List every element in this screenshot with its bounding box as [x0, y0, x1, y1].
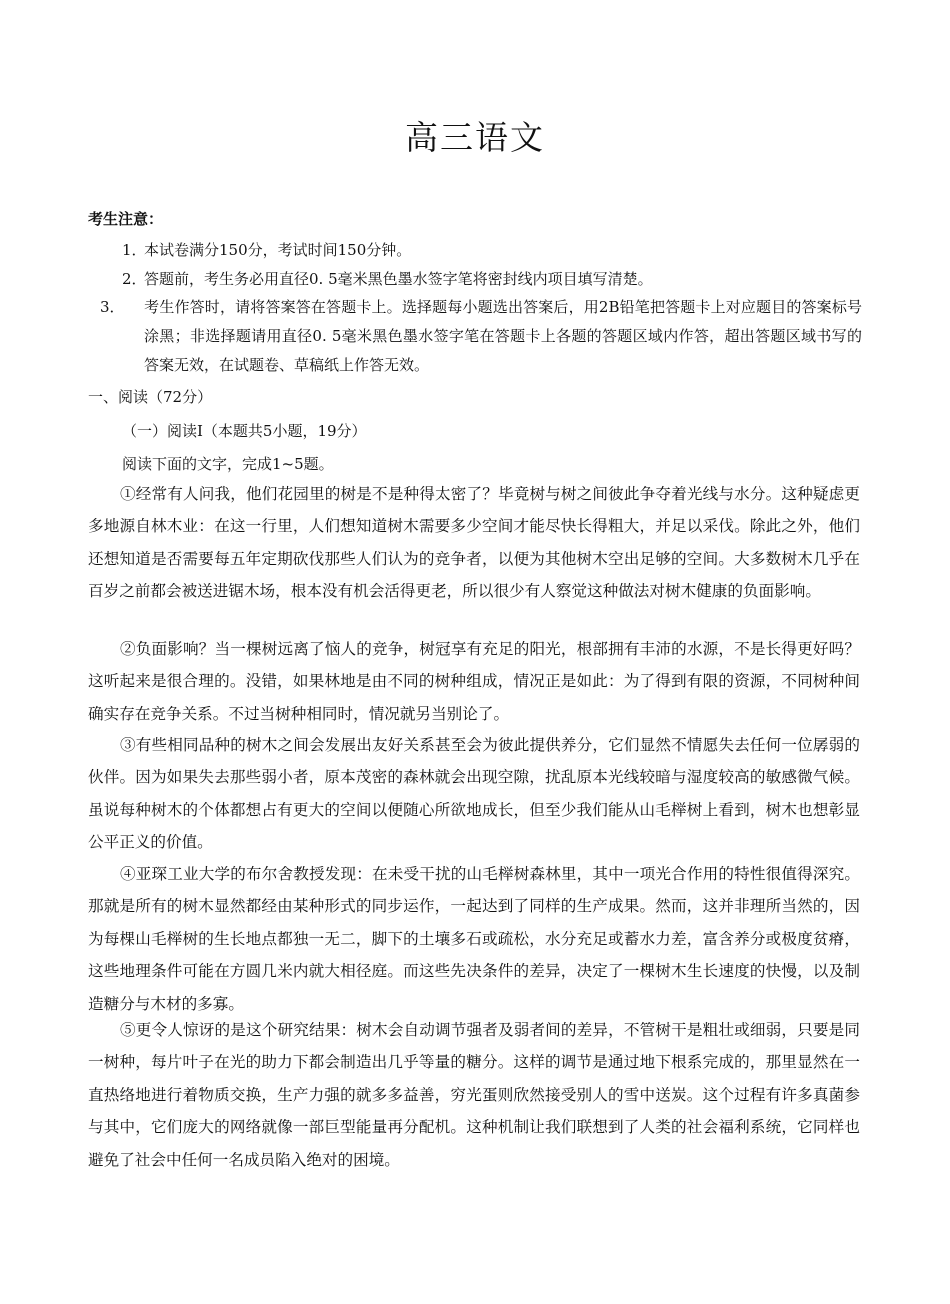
- passage-paragraph-1: ①经常有人问我，他们花园里的树是不是种得太密了？毕竟树与树之间彼此争夺着光线与水分。这种疑虑更多地源自林木业：在这一行里，人们想知道树木需要多少空间才能尽快长得粗大，并足以采伐。除此之外，他们还想知道是否需要每五年定期砍伐那些人们认为的竞争者，以便为其他树木空出足够的空间。大多数树木几乎在百岁之前都会被送进锯木场，根本没有机会活得更老，所以很少有人察觉这种做法对树木健康的负面影响。: [88, 485, 860, 601]
- section-heading: 一、阅读（72分）: [88, 388, 213, 406]
- reading-instruction: 阅读下面的文字，完成1~5题。: [122, 455, 334, 473]
- notice-heading: 考生注意：: [88, 210, 164, 228]
- passage-paragraph-4: ④亚琛工业大学的布尔舍教授发现：在未受干扰的山毛榉树森林里，其中一项光合作用的特性很值得深究。那就是所有的树木显然都经由某种形式的同步运作，一起达到了同样的生产成果。然而，这并非理所当然的，因为每棵山毛榉树的生长地点都独一无二，脚下的土壤多石或疏松，水分充足或蓄水力差，富含养分或极度贫瘠，这些地理条件可能在方圆几米内就大相径庭。而这些先决条件的差异，决定了一棵树木生长速度的快慢，以及制造糖分与木材的多寡。: [88, 865, 860, 1013]
- notice-item-text: 答题前，考生务必用直径0. 5毫米黑色墨水签字笔将密封线内项目填写清楚。: [144, 270, 653, 288]
- passage-paragraph-3: ③有些相同品种的树木之间会发展出友好关系甚至会为彼此提供养分，它们显然不情愿失去任何一位孱弱的伙伴。因为如果失去那些弱小者，原本茂密的森林就会出现空隙，扰乱原本光线较暗与湿度较高的敏感微气候。虽说每种树木的个体都想占有更大的空间以便随心所欲地成长，但至少我们能从山毛榉树上看到，树木也想彰显公平正义的价值。: [88, 736, 860, 852]
- notice-item: [100, 293, 862, 380]
- notice-item-number: 2．: [122, 270, 147, 288]
- page-title: 高三语文: [405, 118, 545, 157]
- notice-item-text: 考生作答时，请将答案答在答题卡上。选择题每小题选出答案后，用2B铅笔把答题卡上对应题目的答案标号涂黑；非选择题请用直径0. 5毫米黑色墨水签字笔在答题卡上各题的答题区域内作答，超出答题区域书写的答案无效，在试题卷、草稿纸上作答无效。: [144, 298, 862, 374]
- notice-item: [122, 236, 862, 265]
- notice-item: [122, 265, 862, 294]
- notice-item-text: 本试卷满分150分，考试时间150分钟。: [144, 241, 412, 259]
- subsection-heading: （一）阅读I（本题共5小题，19分）: [122, 422, 367, 440]
- passage-paragraph-5: ⑤更令人惊讶的是这个研究结果：树木会自动调节强者及弱者间的差异，不管树干是粗壮或细弱，只要是同一树种，每片叶子在光的助力下都会制造出几乎等量的糖分。这样的调节是通过地下根系完成的，那里显然在一直热络地进行着物质交换，生产力强的就多多益善，穷光蛋则欣然接受别人的雪中送炭。这个过程有许多真菌参与其中，它们庞大的网络就像一部巨型能量再分配机。这种机制让我们联想到了人类的社会福利系统，它同样也避免了社会中任何一名成员陷入绝对的困境。: [88, 1021, 860, 1169]
- notice-item-number: 1．: [122, 241, 147, 259]
- passage-paragraph-2: ②负面影响？当一棵树远离了恼人的竞争，树冠享有充足的阳光，根部拥有丰沛的水源，不是长得更好吗？这听起来是很合理的。没错，如果林地是由不同的树种组成，情况正是如此：为了得到有限的资源，不同树种间确实存在竞争关系。不过当树种相同时，情况就另当别论了。: [88, 640, 860, 723]
- notice-item-number: 3．: [100, 298, 125, 316]
